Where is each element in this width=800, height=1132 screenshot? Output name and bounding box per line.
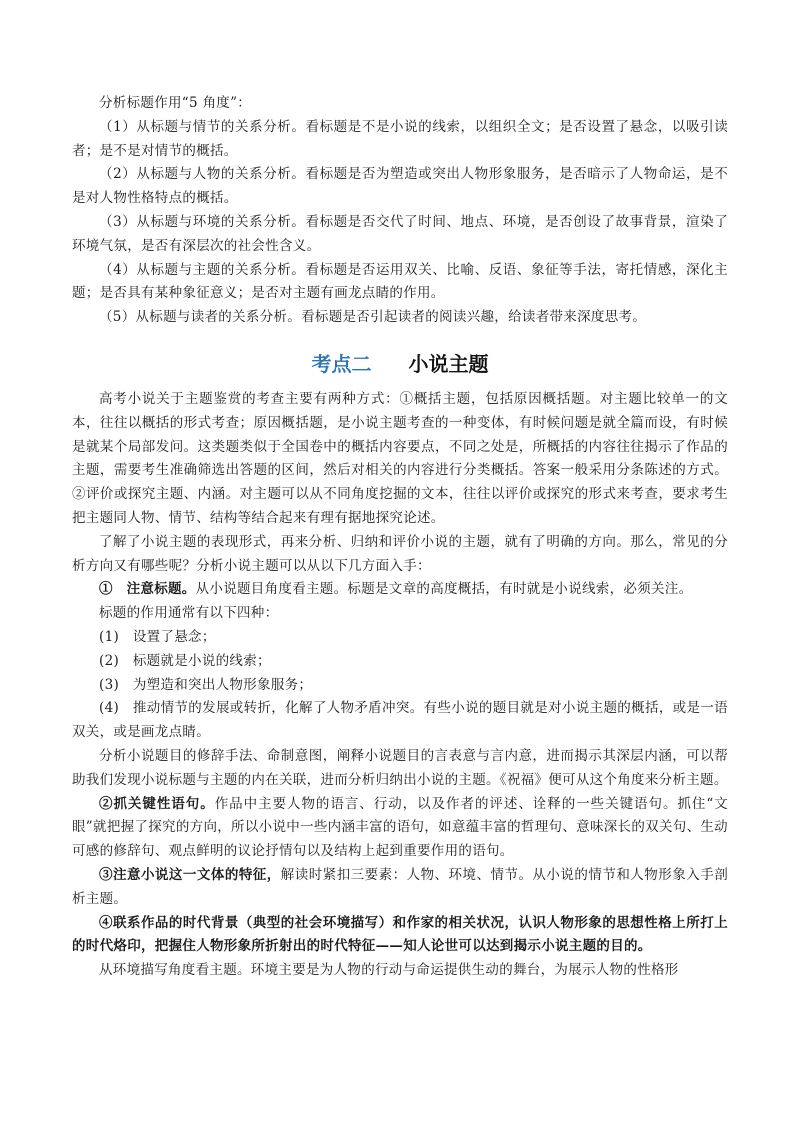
section-heading — [72, 350, 728, 378]
method-4 — [72, 912, 728, 960]
paragraph-3: 分析小说题目的修辞手法、命制意图，阐释小说题目的言表意与言内意，进而揭示其深层内涵，可以帮助我们发现小说标题与主题的内在关联，进而分析归纳出小说的主题。《祝福》便可从这个角度来分析主题。 — [72, 747, 728, 788]
method-3-text: 解读时紧扣三要素：人物、环境、情节。从小说的情节和人物形象入手剖析主题。 — [72, 866, 728, 907]
paragraph-4: 从环境描写角度看主题。环境主要是为人物的行动与命运提供生动的舞台，为展示人物的性格形 — [99, 962, 679, 979]
intro-item-5: （5）从标题与读者的关系分析。看标题是否引起读者的阅读兴趣，给读者带来深度思考。 — [99, 309, 647, 326]
intro-item-3: （3）从标题与环境的关系分析。看标题是否交代了时间、地点、环境，是否创设了故事背景，渲染了环境气氛，是否有深层次的社会性含义。 — [72, 213, 728, 254]
method-3-label: ③注意小说这一文体的特征， — [99, 866, 281, 883]
list-item-1: (1) 设置了悬念； — [99, 628, 216, 645]
method-2 — [72, 793, 728, 864]
list-item-2: (2) 标题就是小说的线索； — [99, 652, 271, 669]
list-item-3: (3) 为塑造和突出人物形象服务； — [99, 676, 313, 693]
list-item-4: (4) 推动情节的发展或转折，化解了人物矛盾冲突。有些小说的题目就是对小说主题的概括，或是一语双关，或是画龙点睛。 — [72, 700, 728, 741]
paragraph-1: 高考小说关于主题鉴赏的考查主要有两种方式：①概括主题，包括原因概括题。对主题比较单一的文本，往往以概括的形式考查；原因概括题，是小说主题考查的一种变体，有时候问题是就全篇而设，有时候是就某个局部发问。这类题类似于全国卷中的概括内容要点，不同之处是，所概括的内容往往揭示了作品的主题，需要考生准确筛选出答题的区间，然后对相关的内容进行分类概括。答案一般采用分条陈述的方式。②评价或探究主题、内涵。对主题可以从不同角度挖掘的文本，往往以评价或探究的形式来考查，要求考生把主题同人物、情节、结构等结合起来有理有据地探究论述。 — [72, 390, 728, 526]
method-1-text: 从小说题目角度看主题。标题是文章的高度概括，有时就是小说线索，必须关注。 — [195, 581, 693, 598]
method-2-label: ②抓关键性语句。 — [99, 795, 215, 812]
intro-item-1: （1）从标题与情节的关系分析。看标题是不是小说的线索，以组织全文；是否设置了悬念，以吸引读者；是不是对情节的概括。 — [72, 118, 728, 159]
section-title: 小说主题 — [408, 351, 489, 376]
intro-lead: 分析标题作用“5 角度”： — [99, 95, 252, 111]
method-2-text: 作品中主要人物的语言、行动，以及作者的评述、诠释的一些关键语句。抓住“文眼”就把握了探究的方向，所以小说中一些内涵丰富的语句，如意蕴丰富的哲理句、意味深长的双关句、生动可感的修辞句、观点鲜明的议论抒情句以及结构上起到重要作用的语句。 — [72, 795, 728, 860]
intro-item-2: （2）从标题与人物的关系分析。看标题是否为塑造或突出人物形象服务，是否暗示了人物命运，是不是对人物性格特点的概括。 — [72, 166, 728, 207]
method-1 — [72, 578, 728, 602]
document-body — [72, 92, 728, 983]
method-1-sub: 标题的作用通常有以下四种： — [99, 605, 279, 622]
method-4-text: ④联系作品的时代背景（典型的社会环境描写）和作家的相关状况，认识人物形象的思想性格上所打上的时代烙印，把握住人物形象所折射出的时代特征——知人论世可以达到揭示小说主题的目的。 — [72, 914, 728, 955]
paragraph-2: 了解了小说主题的表现形式，再来分析、归纳和评价小说的主题，就有了明确的方向。那么，常见的分析方向又有哪些呢？分析小说主题可以从以下几方面入手： — [72, 533, 728, 574]
method-1-label: ① 注意标题。 — [99, 581, 196, 598]
intro-item-4: （4）从标题与主题的关系分析。看标题是否运用双关、比喻、反语、象征等手法，寄托情感，深化主题；是否具有某种象征意义；是否对主题有画龙点睛的作用。 — [72, 261, 728, 302]
method-3 — [72, 864, 728, 912]
section-tag: 考点二 — [311, 351, 372, 376]
